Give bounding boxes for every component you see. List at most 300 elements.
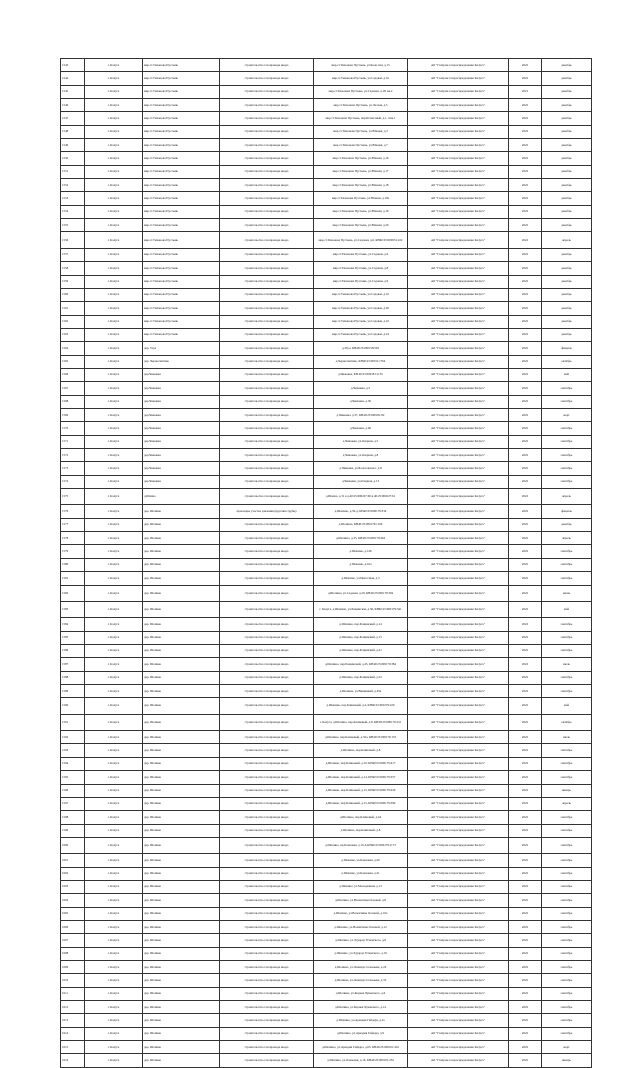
city-cell: г. Калуга xyxy=(85,152,143,165)
address-cell: д.Шопино, пер.Клиновый, д.32а, КН40:25:000179:153 xyxy=(314,731,408,744)
year-cell: 2022 xyxy=(509,532,542,545)
address-cell: д.Шапна, д.31 в д.40:25:000227:60 и 40:25:000227:61 xyxy=(314,489,408,505)
work-type-cell: строительство газопровода ввода xyxy=(220,248,314,261)
address-cell: мкр.ст.Тихонова Пустынь, ул.Южная, д.19 xyxy=(314,205,408,218)
locality-cell: мкр.ст.Тихонова Пустынь xyxy=(143,315,220,328)
locality-cell: дер. Шопино xyxy=(143,961,220,974)
work-type-cell: строительство газопровода ввода xyxy=(220,85,314,98)
table-row xyxy=(61,618,592,631)
locality-cell: дер. Шопино xyxy=(143,837,220,853)
work-type-cell: строительство газопровода ввода xyxy=(220,558,314,571)
city-cell: г. Калуга xyxy=(85,1054,143,1067)
city-cell: г. Калуга xyxy=(85,771,143,784)
address-cell: д.Шопино, пер.Рощинский, д.45, КН40:25:000179:384 xyxy=(314,658,408,671)
address-cell: мкр.ст.Тихонова Пустынь, ул.Южная, д.16 xyxy=(314,152,408,165)
work-type-cell: строительство газопровода ввода xyxy=(220,475,314,488)
contractor-cell: АО "Газпром газораспределение Калуга" xyxy=(408,302,509,315)
month-cell: сентябрь xyxy=(542,435,592,448)
month-cell: декабрь xyxy=(542,72,592,85)
city-cell: г. Калуга xyxy=(85,262,143,275)
work-type-cell: строительство газопровода ввода xyxy=(220,288,314,301)
address-cell: д.Шопино, ул.Корнея Чуковского, д.14 xyxy=(314,1001,408,1014)
city-cell: г. Калуга xyxy=(85,315,143,328)
year-cell: 2022 xyxy=(509,475,542,488)
month-cell: декабрь xyxy=(542,205,592,218)
work-type-cell: строительство газопровода ввода xyxy=(220,1014,314,1027)
row-number-cell: 1583 xyxy=(61,601,85,617)
row-number-cell: 1574 xyxy=(61,475,85,488)
month-cell: декабрь xyxy=(542,99,592,112)
contractor-cell: АО "Газпром газораспределение Калуга" xyxy=(408,489,509,505)
year-cell: 2022 xyxy=(509,797,542,810)
work-type-cell: строительство газопровода ввода xyxy=(220,219,314,232)
work-type-cell: строительство газопровода ввода xyxy=(220,59,314,72)
table-row xyxy=(61,658,592,671)
locality-cell: дер. Шопино xyxy=(143,907,220,920)
city-cell: г. Калуга xyxy=(85,894,143,907)
address-cell: д.Шопино, д.35, КН40:25:000179:404 xyxy=(314,532,408,545)
address-cell: д.Шопино, пер.Клиновый, д.14, КН40:25:000179:357 xyxy=(314,771,408,784)
row-number-cell: 1584 xyxy=(61,618,85,631)
city-cell: г. Калуга xyxy=(85,731,143,744)
locality-cell: дер. Шопино xyxy=(143,505,220,518)
contractor-cell: АО "Газпром газораспределение Калуга" xyxy=(408,867,509,880)
month-cell: сентябрь xyxy=(542,867,592,880)
address-cell: д.Шопино, ул.Цветочная, д.3 xyxy=(314,572,408,585)
city-cell: г. Калуга xyxy=(85,947,143,960)
address-cell: д.Шопино, пер.Рощинский, д.15 xyxy=(314,631,408,644)
table-row xyxy=(61,698,592,714)
table-row xyxy=(61,475,592,488)
month-cell: октябрь xyxy=(542,355,592,368)
work-type-cell: строительство газопровода ввода xyxy=(220,572,314,585)
row-number-cell: 1606 xyxy=(61,920,85,933)
year-cell: 2022 xyxy=(509,328,542,341)
address-cell: д.Шопино, ул.Валентины Осеевой, д.10а xyxy=(314,907,408,920)
row-number-cell: 1561 xyxy=(61,302,85,315)
year-cell: 2022 xyxy=(509,572,542,585)
city-cell: г. Калуга xyxy=(85,658,143,671)
work-type-cell: строительство газопровода ввода xyxy=(220,671,314,684)
contractor-cell: АО "Газпром газораспределение Калуга" xyxy=(408,1054,509,1067)
work-type-cell: строительство газопровода ввода xyxy=(220,894,314,907)
row-number-cell: 1571 xyxy=(61,435,85,448)
month-cell: декабрь xyxy=(542,125,592,138)
work-type-cell: строительство газопровода ввода xyxy=(220,232,314,248)
city-cell: г. Калуга xyxy=(85,532,143,545)
row-number-cell: 1560 xyxy=(61,288,85,301)
address-cell: д.Шопино, КН40:25:000179:1106 xyxy=(314,518,408,531)
month-cell: декабрь xyxy=(542,328,592,341)
table-row xyxy=(61,342,592,355)
city-cell: г. Калуга xyxy=(85,219,143,232)
month-cell: сентябрь xyxy=(542,671,592,684)
month-cell: июль xyxy=(542,731,592,744)
row-number-cell: 1585 xyxy=(61,631,85,644)
month-cell: март xyxy=(542,408,592,421)
table-row xyxy=(61,880,592,893)
work-type-cell: строительство газопровода ввода xyxy=(220,1001,314,1014)
year-cell: 2022 xyxy=(509,192,542,205)
locality-cell: дер.Чижовка xyxy=(143,422,220,435)
year-cell: 2022 xyxy=(509,731,542,744)
year-cell: 2022 xyxy=(509,784,542,797)
contractor-cell: АО "Газпром газораспределение Калуга" xyxy=(408,165,509,178)
row-number-cell: 1611 xyxy=(61,987,85,1000)
address-cell: д.Чижовка, ул.Озерная, д.13 xyxy=(314,475,408,488)
year-cell: 2022 xyxy=(509,248,542,261)
table-row xyxy=(61,920,592,933)
contractor-cell: АО "Газпром газораспределение Калуга" xyxy=(408,824,509,837)
address-cell: д.Шопино, ул.Аркадия Гайдара, д.63, КН40:25:000101:416 xyxy=(314,1041,408,1054)
contractor-cell: АО "Газпром газораспределение Калуга" xyxy=(408,631,509,644)
work-type-cell: строительство газопровода ввода xyxy=(220,139,314,152)
year-cell: 2022 xyxy=(509,974,542,987)
work-type-cell: строительство газопровода ввода xyxy=(220,824,314,837)
address-cell: д.Шопино, пер.Клиновый, д.8 xyxy=(314,744,408,757)
address-cell: д.Шопино, ул.Молодежная, д.13 xyxy=(314,880,408,893)
work-type-cell: строительство газопровода ввода xyxy=(220,771,314,784)
year-cell: 2022 xyxy=(509,987,542,1000)
row-number-cell: 1582 xyxy=(61,585,85,601)
row-number-cell: 1558 xyxy=(61,262,85,275)
work-type-cell: строительство газопровода ввода xyxy=(220,152,314,165)
city-cell: г. Калуга xyxy=(85,518,143,531)
table-row xyxy=(61,192,592,205)
year-cell: 2022 xyxy=(509,288,542,301)
year-cell: 2022 xyxy=(509,961,542,974)
year-cell: 2022 xyxy=(509,435,542,448)
table-row xyxy=(61,368,592,381)
year-cell: 2022 xyxy=(509,880,542,893)
month-cell: январь xyxy=(542,1054,592,1067)
locality-cell: мкр.ст.Тихонова Пустынь xyxy=(143,302,220,315)
row-number-cell: 1559 xyxy=(61,275,85,288)
contractor-cell: АО "Газпром газораспределение Калуга" xyxy=(408,714,509,730)
year-cell: 2022 xyxy=(509,112,542,125)
city-cell: г. Калуга xyxy=(85,288,143,301)
month-cell: декабрь xyxy=(542,288,592,301)
year-cell: 2022 xyxy=(509,1041,542,1054)
year-cell: 2022 xyxy=(509,302,542,315)
work-type-cell: строительство газопровода ввода xyxy=(220,275,314,288)
city-cell: г. Калуга xyxy=(85,408,143,421)
month-cell: сентябрь xyxy=(542,449,592,462)
table-row xyxy=(61,731,592,744)
contractor-cell: АО "Газпром газораспределение Калуга" xyxy=(408,262,509,275)
month-cell: декабрь xyxy=(542,315,592,328)
table-row xyxy=(61,408,592,421)
city-cell: г. Калуга xyxy=(85,644,143,657)
month-cell: сентябрь xyxy=(542,475,592,488)
locality-cell: дер. Шопино xyxy=(143,947,220,960)
table-row xyxy=(61,601,592,617)
address-cell: д.Шопино, ул.Ольховая, д.16, КН40:25:000101:232 xyxy=(314,1054,408,1067)
year-cell: 2022 xyxy=(509,355,542,368)
gas-connection-register-table xyxy=(60,58,592,1068)
address-cell: д.Шопино, ул.Валентины Осеевой, д.8 xyxy=(314,894,408,907)
city-cell: г. Калуга xyxy=(85,545,143,558)
month-cell: декабрь xyxy=(542,165,592,178)
year-cell: 2022 xyxy=(509,152,542,165)
work-type-cell: строительство газопровода ввода xyxy=(220,731,314,744)
contractor-cell: АО "Газпром газораспределение Калуга" xyxy=(408,368,509,381)
year-cell: 2022 xyxy=(509,368,542,381)
table-row xyxy=(61,462,592,475)
month-cell: сентябрь xyxy=(542,744,592,757)
work-type-cell: строительство газопровода ввода xyxy=(220,631,314,644)
locality-cell: дер. Шопино xyxy=(143,518,220,531)
contractor-cell: АО "Газпром газораспределение Калуга" xyxy=(408,618,509,631)
year-cell: 2022 xyxy=(509,395,542,408)
city-cell: г. Калуга xyxy=(85,744,143,757)
table-row xyxy=(61,685,592,698)
month-cell: сентябрь xyxy=(542,771,592,784)
month-cell: сентябрь xyxy=(542,685,592,698)
city-cell: г. Калуга xyxy=(85,59,143,72)
contractor-cell: АО "Газпром газораспределение Калуга" xyxy=(408,532,509,545)
work-type-cell: строительство газопровода ввода xyxy=(220,698,314,714)
year-cell: 2022 xyxy=(509,618,542,631)
city-cell: г. Калуга xyxy=(85,275,143,288)
table-row xyxy=(61,139,592,152)
row-number-cell: 1565 xyxy=(61,355,85,368)
contractor-cell: АО "Газпром газораспределение Калуга" xyxy=(408,85,509,98)
locality-cell: дер. Шопино xyxy=(143,585,220,601)
contractor-cell: АО "Газпром газораспределение Калуга" xyxy=(408,797,509,810)
work-type-cell: строительство газопровода ввода xyxy=(220,302,314,315)
work-type-cell: строительство газопровода ввода xyxy=(220,72,314,85)
month-cell: декабрь xyxy=(542,152,592,165)
address-cell: д.Шопино, пер.Клиновый, д.15, КН40:25:000179:390 xyxy=(314,797,408,810)
locality-cell: мкр.ст.Тихонова Пустынь xyxy=(143,262,220,275)
address-cell: д.Шопино, пер.Клиновый, д.10, КН40:25:000179:417 xyxy=(314,757,408,770)
table-row xyxy=(61,505,592,518)
row-number-cell: 1547 xyxy=(61,112,85,125)
locality-cell: дер. Шопино xyxy=(143,797,220,810)
month-cell: сентябрь xyxy=(542,987,592,1000)
month-cell: декабрь xyxy=(542,112,592,125)
locality-cell: дер. Шопино xyxy=(143,867,220,880)
year-cell: 2022 xyxy=(509,382,542,395)
month-cell: декабрь xyxy=(542,85,592,98)
table-row xyxy=(61,631,592,644)
month-cell: сентябрь xyxy=(542,974,592,987)
table-row xyxy=(61,545,592,558)
row-number-cell: 1554 xyxy=(61,205,85,218)
locality-cell: дер. Шопино xyxy=(143,880,220,893)
contractor-cell: АО "Газпром газораспределение Калуга" xyxy=(408,275,509,288)
work-type-cell: строительство газопровода ввода xyxy=(220,867,314,880)
contractor-cell: АО "Газпром газораспределение Калуга" xyxy=(408,72,509,85)
table-row xyxy=(61,907,592,920)
work-type-cell: строительство газопровода ввода xyxy=(220,757,314,770)
contractor-cell: АО "Газпром газораспределение Калуга" xyxy=(408,585,509,601)
year-cell: 2022 xyxy=(509,518,542,531)
row-number-cell: 1569 xyxy=(61,408,85,421)
locality-cell: дер. Шопино xyxy=(143,558,220,571)
row-number-cell: 1550 xyxy=(61,152,85,165)
contractor-cell: АО "Газпром газораспределение Калуга" xyxy=(408,462,509,475)
work-type-cell: строительство газопровода ввода xyxy=(220,601,314,617)
work-type-cell: строительство газопровода ввода xyxy=(220,1041,314,1054)
month-cell: июль xyxy=(542,658,592,671)
locality-cell: мкр.ст.Тихонова Пустынь xyxy=(143,165,220,178)
work-type-cell: строительство газопровода ввода xyxy=(220,920,314,933)
row-number-cell: 1605 xyxy=(61,907,85,920)
table-row xyxy=(61,744,592,757)
year-cell: 2022 xyxy=(509,342,542,355)
table-row xyxy=(61,125,592,138)
city-cell: г. Калуга xyxy=(85,248,143,261)
locality-cell: дер. Шопино xyxy=(143,1027,220,1040)
work-type-cell: строительство газопровода ввода xyxy=(220,854,314,867)
contractor-cell: АО "Газпром газораспределение Калуга" xyxy=(408,139,509,152)
row-number-cell: 1600 xyxy=(61,837,85,853)
city-cell: г. Калуга xyxy=(85,435,143,448)
contractor-cell: АО "Газпром газораспределение Калуга" xyxy=(408,518,509,531)
address-cell: мкр.ст.Тихонова Пустынь, ул.Южная, д.20 xyxy=(314,219,408,232)
month-cell: сентябрь xyxy=(542,961,592,974)
work-type-cell: строительство газопровода ввода xyxy=(220,685,314,698)
row-number-cell: 1595 xyxy=(61,771,85,784)
contractor-cell: АО "Газпром газораспределение Калуга" xyxy=(408,1041,509,1054)
locality-cell: дер. Шопино xyxy=(143,1041,220,1054)
table-row xyxy=(61,302,592,315)
locality-cell: мкр.ст.Тихонова Пустынь xyxy=(143,328,220,341)
row-number-cell: 1567 xyxy=(61,382,85,395)
city-cell: г. Калуга xyxy=(85,757,143,770)
city-cell: г. Калуга xyxy=(85,125,143,138)
locality-cell: дер. Шопино xyxy=(143,757,220,770)
contractor-cell: АО "Газпром газораспределение Калуга" xyxy=(408,342,509,355)
city-cell: г. Калуга xyxy=(85,585,143,601)
city-cell: г. Калуга xyxy=(85,907,143,920)
table-row xyxy=(61,987,592,1000)
month-cell: сентябрь xyxy=(542,824,592,837)
city-cell: г. Калуга xyxy=(85,449,143,462)
locality-cell: мкр.ст.Тихонова Пустынь xyxy=(143,152,220,165)
city-cell: г. Калуга xyxy=(85,920,143,933)
address-cell: д.Шопино, ул.Кленовая, д.20 xyxy=(314,854,408,867)
city-cell: г. Калуга xyxy=(85,72,143,85)
row-number-cell: 1593 xyxy=(61,744,85,757)
row-number-cell: 1608 xyxy=(61,947,85,960)
table-row xyxy=(61,395,592,408)
year-cell: 2022 xyxy=(509,907,542,920)
month-cell: октябрь xyxy=(542,714,592,730)
table-row xyxy=(61,219,592,232)
work-type-cell: прокладка участка давления (кругляш трубы) xyxy=(220,505,314,518)
locality-cell: дер. Шопино xyxy=(143,714,220,730)
locality-cell: дер.Чижовка xyxy=(143,395,220,408)
locality-cell: дер. Шопино xyxy=(143,644,220,657)
work-type-cell: строительство газопровода ввода xyxy=(220,355,314,368)
month-cell: май xyxy=(542,601,592,617)
table-row xyxy=(61,644,592,657)
year-cell: 2022 xyxy=(509,315,542,328)
address-cell: мкр.ст.Тихонова Пустынь, ул.Лесная, д.5 xyxy=(314,99,408,112)
address-cell: д.Чижовка, д.30 xyxy=(314,395,408,408)
month-cell: сентябрь xyxy=(542,920,592,933)
city-cell: г. Калуга xyxy=(85,934,143,947)
city-cell: г. Калуга xyxy=(85,395,143,408)
address-cell: мкр.ст.Тихонова Пустынь, ул.Южная, д.7 xyxy=(314,139,408,152)
contractor-cell: АО "Газпром газораспределение Калуга" xyxy=(408,987,509,1000)
contractor-cell: АО "Газпром газораспределение Калуга" xyxy=(408,99,509,112)
row-number-cell: 1577 xyxy=(61,518,85,531)
month-cell: сентябрь xyxy=(542,422,592,435)
row-number-cell: 1544 xyxy=(61,72,85,85)
city-cell: г. Калуга xyxy=(85,837,143,853)
locality-cell: дер.Чижовка xyxy=(143,435,220,448)
address-cell: мкр.ст.Тихонова Пустынь, ул.Садовая, д.16 xyxy=(314,72,408,85)
work-type-cell: строительство газопровода ввода xyxy=(220,811,314,824)
city-cell: г. Калуга xyxy=(85,974,143,987)
table-row xyxy=(61,671,592,684)
contractor-cell: АО "Газпром газораспределение Калуга" xyxy=(408,854,509,867)
work-type-cell: строительство газопровода ввода xyxy=(220,1054,314,1067)
locality-cell: мкр.ст.Тихонова Пустынь xyxy=(143,72,220,85)
address-cell: д.Шопино, ул.Садовая, д.20, КН40:25:000179:304 xyxy=(314,585,408,601)
contractor-cell: АО "Газпром газораспределение Калуга" xyxy=(408,112,509,125)
contractor-cell: АО "Газпром газораспределение Калуга" xyxy=(408,248,509,261)
contractor-cell: АО "Газпром газораспределение Калуга" xyxy=(408,671,509,684)
contractor-cell: АО "Газпром газораспределение Калуга" xyxy=(408,435,509,448)
locality-cell: дер. Шопино xyxy=(143,685,220,698)
work-type-cell: строительство газопровода ввода xyxy=(220,489,314,505)
work-type-cell: строительство газопровода ввода xyxy=(220,744,314,757)
row-number-cell: 1589 xyxy=(61,685,85,698)
work-type-cell: строительство газопровода ввода xyxy=(220,880,314,893)
locality-cell: дер. Шопино xyxy=(143,1001,220,1014)
contractor-cell: АО "Газпром газораспределение Калуга" xyxy=(408,934,509,947)
address-cell: мкр.ст.Тихонова Пустынь, ул.Южная, д.18а xyxy=(314,192,408,205)
contractor-cell: АО "Газпром газораспределение Калуга" xyxy=(408,744,509,757)
month-cell: май xyxy=(542,368,592,381)
city-cell: г. Калуга xyxy=(85,112,143,125)
address-cell: д.Шопино, пер.Рощинский, д.14 xyxy=(314,618,408,631)
locality-cell: мкр.ст.Тихонова Пустынь xyxy=(143,248,220,261)
address-cell: д.Шопино, пер.Клиновый, д.8 xyxy=(314,824,408,837)
address-cell: мкр.ст.Тихонова Пустынь, ул.Садовая, д.10 xyxy=(314,288,408,301)
row-number-cell: 1603 xyxy=(61,880,85,893)
year-cell: 2022 xyxy=(509,601,542,617)
work-type-cell: строительство газопровода ввода xyxy=(220,837,314,853)
table-row xyxy=(61,558,592,571)
month-cell: декабрь xyxy=(542,275,592,288)
work-type-cell: строительство газопровода ввода xyxy=(220,658,314,671)
contractor-cell: АО "Газпром газораспределение Калуга" xyxy=(408,811,509,824)
year-cell: 2022 xyxy=(509,462,542,475)
month-cell: декабрь xyxy=(542,179,592,192)
locality-cell: мкр.ст.Тихонова Пустынь xyxy=(143,59,220,72)
table-row xyxy=(61,165,592,178)
month-cell: сентябрь xyxy=(542,757,592,770)
locality-cell: дер. Шопино xyxy=(143,698,220,714)
city-cell: г. Калуга xyxy=(85,462,143,475)
table-row xyxy=(61,771,592,784)
table-row xyxy=(61,934,592,947)
city-cell: г. Калуга xyxy=(85,601,143,617)
locality-cell: дер. Шопино xyxy=(143,618,220,631)
work-type-cell: строительство газопровода ввода xyxy=(220,518,314,531)
row-number-cell: 1578 xyxy=(61,532,85,545)
city-cell: г. Калуга xyxy=(85,355,143,368)
address-cell: д.Чижовка, д.46 xyxy=(314,422,408,435)
city-cell: г. Калуга xyxy=(85,867,143,880)
locality-cell: мкр.ст.Тихонова Пустынь xyxy=(143,275,220,288)
